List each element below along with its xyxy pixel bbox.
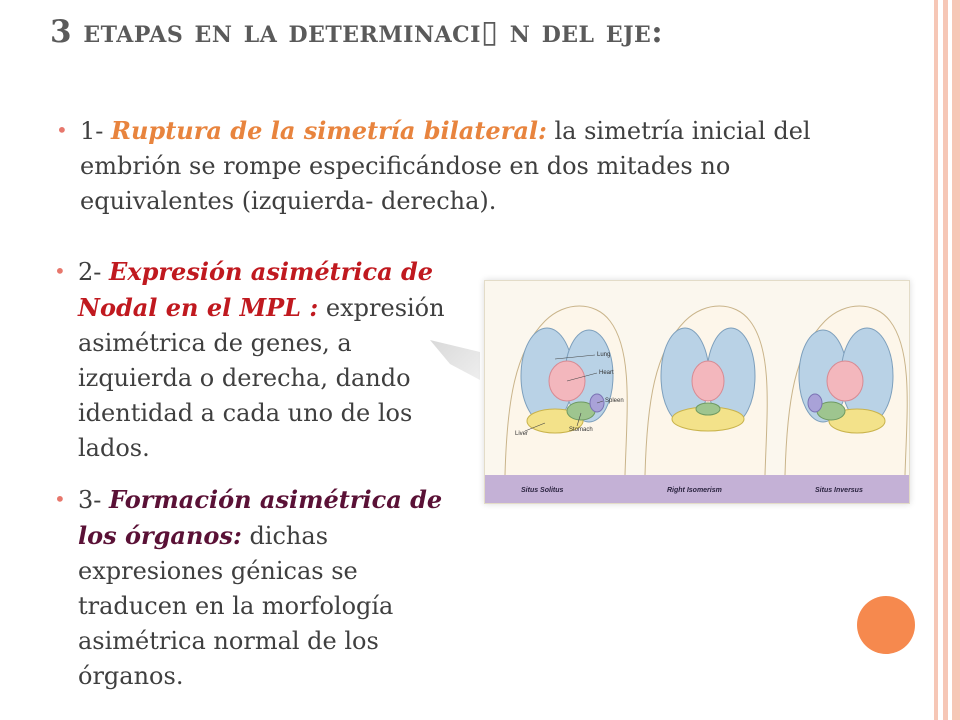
bullet-3-number: 3- — [78, 486, 102, 514]
bullet-dot-icon: • — [54, 487, 66, 511]
torso-right-isomerism — [645, 306, 767, 475]
bullet-dot-icon: • — [54, 259, 66, 283]
bullet-2 — [54, 254, 473, 466]
bullet-3-emphasis: Formación asimétrica de los órganos: — [78, 485, 443, 550]
bullet-2-text: expresión asimétrica de genes, a izquierda o derecha, dando identidad a cada uno de los lados. — [78, 294, 445, 462]
label-stomach: Stomach — [569, 427, 593, 433]
bullet-3-text: dichas expresiones génicas se traducen en la morfología asimétrica normal de los órganos. — [78, 522, 394, 690]
situs-illustration — [484, 280, 910, 504]
situs-drawing — [485, 281, 909, 475]
label-heart: Heart — [599, 370, 614, 376]
torso-situs-solitus — [505, 306, 627, 475]
bullet-1-emphasis: Ruptura de la simetría bilateral: — [111, 116, 547, 145]
bullet-3 — [54, 482, 473, 694]
decorative-side-stripes — [934, 0, 960, 720]
caption-situs-inversus: Situs Inversus — [815, 487, 863, 494]
label-liver: Liver — [515, 431, 529, 437]
bullet-1 — [56, 113, 850, 219]
label-spleen: Spleen — [605, 398, 624, 404]
decorative-orange-circle — [857, 596, 915, 654]
torso-situs-inversus — [785, 306, 907, 475]
bullet-dot-icon: • — [56, 118, 68, 142]
bullet-2-number: 2- — [78, 258, 102, 286]
caption-situs-solitus: Situs Solitus — [521, 487, 564, 494]
bullet-1-number: 1- — [80, 117, 104, 145]
caption-right-isomerism: Right Isomerism — [667, 487, 722, 494]
label-lung: Lung — [597, 352, 611, 358]
slide-title: 3 etapas en la determinaci▯ n del eje: — [50, 14, 664, 50]
bullet-1-text: la simetría inicial del embrión se rompe especificándose en dos mitades no equivalentes (izquierda- derecha). — [80, 117, 811, 215]
bullet-2-emphasis: Expresión asimétrica de Nodal en el MPL : — [78, 257, 434, 322]
